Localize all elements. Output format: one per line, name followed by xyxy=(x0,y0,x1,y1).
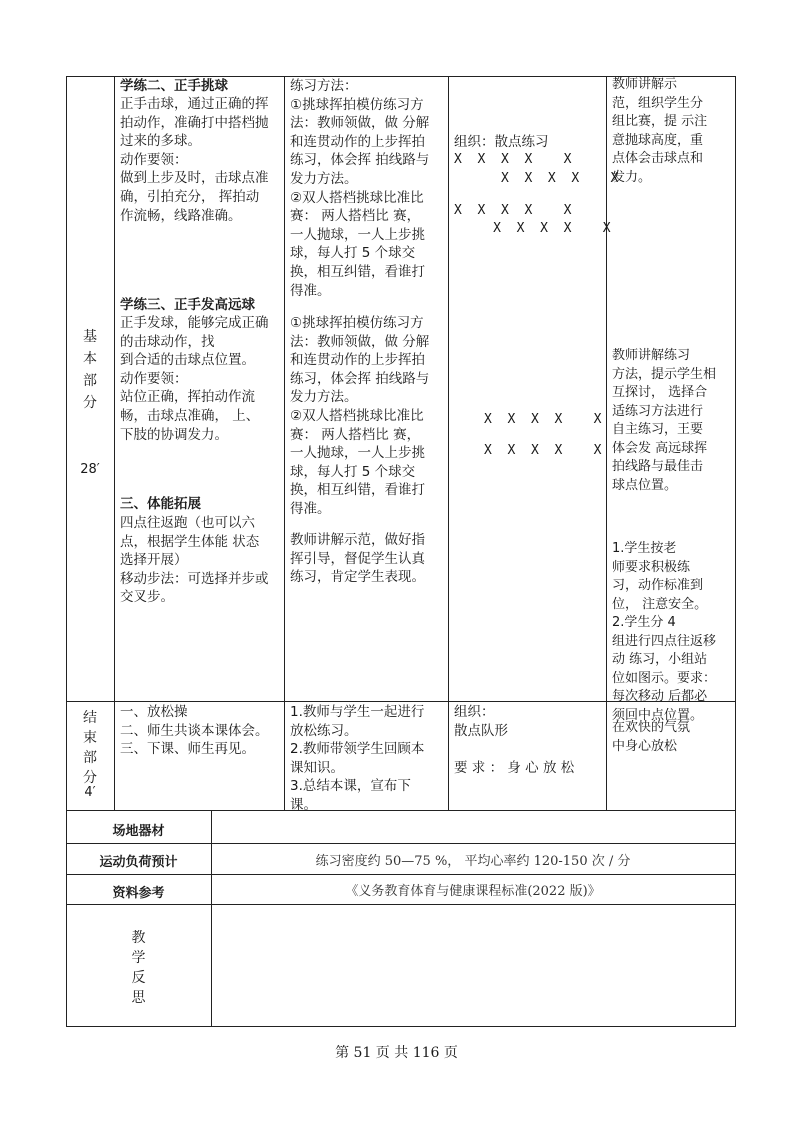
col-divider-4 xyxy=(606,76,607,810)
drill3-body: 正手发球，能够完成正确 的击球动作，找 到合适的击球点位置。 动作要领： 站位正确，挥拍动作流 畅，击球点准确， 上、 下肢的协调发力。 xyxy=(120,315,269,443)
end-organization: 组织： 散点队形 要 求 ： 身 心 放 松 xyxy=(454,704,575,776)
method-block-2: ①挑球挥拍模仿练习方 法：教师领做，做 分解 和连贯动作的上步挥拍 练习，体会挥 拍线路与 发力方法。 ②双人搭档挑球比准比 赛： 两人搭档比 赛， 一人抛球，一人上步挑 球，每人打 5 个球交 换，相互纠错，看谁打 得准。 xyxy=(290,315,430,517)
reference-label: 资料参考 xyxy=(112,886,165,901)
end-section-label: 结 束 部 分 xyxy=(83,710,97,786)
drill2-body: 正手击球，通过正确的挥 拍动作，准确打中搭档抛 过来的多球。 动作要领： 做到上步及时，击球点准 确，引拍充分， 挥拍动 作流畅，线路准确。 xyxy=(120,96,269,224)
end-section-time: 4′ xyxy=(84,785,96,800)
row-divider-load xyxy=(66,874,736,875)
table-right-border xyxy=(735,76,736,1026)
col-divider-1 xyxy=(114,76,115,810)
table-bottom-border xyxy=(66,1026,736,1027)
reflection-label: 教 学 反 思 xyxy=(131,930,146,1006)
note-1: 教师讲解示 范，组织学生分 组比赛，提 示注 意抛球高度，重 点体会击球点和 发力。 xyxy=(612,77,708,185)
venue-label: 场地器材 xyxy=(112,824,165,839)
method-block-3: 教师讲解示范，做好指 挥引导，督促学生认真 练习，肯定学生表现。 xyxy=(290,532,425,586)
row-divider-venue xyxy=(66,843,736,844)
basic-section-label: 基 本 部 分 xyxy=(83,329,97,411)
reference-value: 《义务教育体育与健康课程标准(2022 版)》 xyxy=(345,884,601,899)
note-3: 1.学生按老 师要求积极练 习，动作标准到 位， 注意安全。 2.学生分 4 组进行四点往返移 动 练习，小组站 位如图示。要求： 每次移动 后都必 须回中点位置。 xyxy=(612,541,717,723)
formation-row: X X X X X xyxy=(484,412,602,427)
org-label: 组织：散点练习 xyxy=(454,134,549,150)
basic-section-time: 28′ xyxy=(80,462,100,477)
formation-row: X X X X X xyxy=(484,443,602,458)
fitness-body: 四点往返跑（也可以六 点，根据学生体能 状态 选择开展） 移动步法：可选择并步或 交叉步。 xyxy=(120,515,269,606)
end-content: 一、放松操 二、师生共谈本课体会。 三、下课、师生再见。 xyxy=(120,704,269,758)
col-divider-3 xyxy=(448,76,449,810)
drill2-title: 学练二、正手挑球 xyxy=(120,78,228,94)
fitness-title: 三、体能拓展 xyxy=(120,496,201,512)
row-divider-ref xyxy=(66,904,736,905)
end-notes: 在欢快的气氛 中身心放松 xyxy=(612,720,691,754)
formation-row: X X X X X xyxy=(454,221,611,236)
col-divider-2 xyxy=(284,76,285,810)
note-2: 教师讲解练习 方法，提示学生相 互探讨， 选择合 适练习方法进行 自主练习，王要 体会发 高远球挥 拍线路与最佳击 球点位置。 xyxy=(612,348,717,493)
page-number: 第 51 页 共 116 页 xyxy=(335,1045,458,1061)
load-value: 练习密度约 50—75 %， 平均心率约 120-150 次 / 分 xyxy=(315,854,631,869)
method-block-1: 练习方法： ①挑球挥拍模仿练习方 法：教师领做，做 分解 和连贯动作的上步挥拍 练习，体会挥 拍线路与 发力方法。 ②双人搭档挑球比准比 赛： 两人搭档比 赛， 一人抛球，一人上步挑 球，每人打 5 个球交 换，相互纠错，看谁打 得准。 xyxy=(290,78,430,299)
col-divider-bottom xyxy=(211,810,212,1026)
formation-row: X X X X X xyxy=(454,152,572,167)
formation-row: X X X X X xyxy=(454,203,572,218)
formation-row: X X X X X xyxy=(454,171,619,186)
drill3-title: 学练三、正手发高远球 xyxy=(120,297,255,313)
end-method: 1.教师与学生一起进行 放松练习。 2.教师带领学生回顾本 课知识。 3.总结本课，宣布下 课。 xyxy=(290,704,425,813)
load-label: 运动负荷预计 xyxy=(99,855,178,870)
